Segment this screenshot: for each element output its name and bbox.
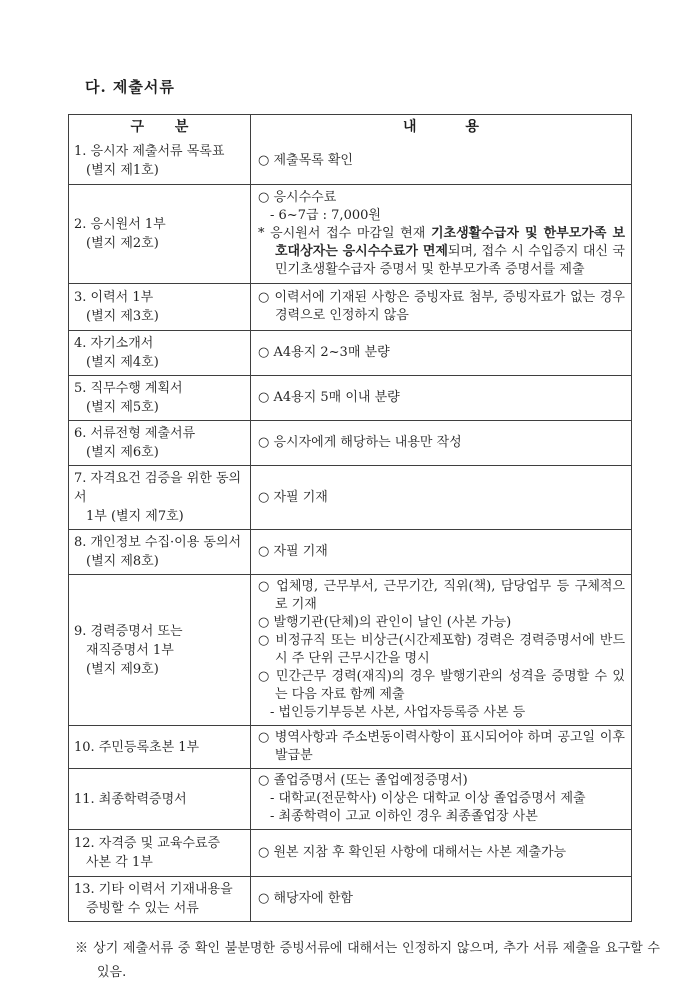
content-cell — [251, 769, 631, 829]
category-text: (별지 제4호) — [86, 355, 159, 370]
category-text: (별지 제3호) — [86, 309, 159, 324]
content-text-bold: 기초생활수급자 및 한부모가족 보호대상자는 응시수수료가 면제 — [275, 226, 626, 259]
category-cell — [69, 466, 251, 529]
content-line — [258, 729, 625, 765]
category-text: 8. 개인정보 수집·이용 동의서 — [74, 535, 242, 550]
content-line — [258, 344, 625, 362]
submission-documents-table — [68, 114, 632, 922]
content-line — [270, 808, 625, 826]
content-line — [258, 543, 625, 561]
content-text: - 법인등기부등본 사본, 사업자등록증 사본 등 — [270, 705, 526, 720]
table-row — [69, 330, 631, 375]
content-line — [258, 152, 625, 170]
content-line — [270, 704, 625, 722]
content-text: - 6~7급 : 7,000원 — [270, 208, 381, 223]
category-cell — [69, 185, 251, 283]
category-cell — [69, 530, 251, 574]
table-row — [69, 420, 631, 465]
content-cell — [251, 830, 631, 876]
content-line — [258, 434, 625, 452]
table-header-row — [69, 115, 631, 137]
table-row — [69, 725, 631, 768]
table-row — [69, 465, 631, 529]
category-text: 사본 각 1부 — [86, 855, 153, 870]
table-row — [69, 137, 631, 184]
content-text: * 응시원서 접수 마감일 현재 — [258, 226, 431, 241]
content-cell — [251, 376, 631, 420]
table-row — [69, 768, 631, 829]
category-text: 증빙할 수 있는 서류 — [86, 901, 199, 916]
category-text: 4. 자기소개서 — [74, 336, 154, 351]
content-text: ○ 병역사항과 주소변동이력사항이 표시되어야 하며 공고일 이후 발급분 — [258, 730, 625, 763]
table-row — [69, 876, 631, 921]
category-text: 1. 응시자 제출서류 목록표 — [74, 143, 225, 159]
category-cell — [69, 137, 251, 184]
content-text: ○ 업체명, 근무부서, 근무기간, 직위(책), 담당업무 등 구체적으로 기재 — [258, 579, 625, 612]
content-cell — [251, 575, 631, 725]
table-row — [69, 574, 631, 725]
content-text: ○ 응시수수료 — [258, 190, 337, 205]
content-line — [270, 790, 625, 808]
category-text: 6. 서류전형 제출서류 — [74, 426, 196, 441]
table-row — [69, 829, 631, 876]
content-line — [258, 489, 625, 507]
content-cell — [251, 137, 631, 184]
category-text: (별지 제2호) — [86, 236, 159, 251]
category-text: 1부 (별지 제7호) — [86, 509, 184, 524]
category-cell — [69, 769, 251, 829]
content-cell — [251, 421, 631, 465]
category-text: 재직증명서 1부 — [86, 642, 174, 658]
category-cell — [69, 376, 251, 420]
category-cell — [69, 421, 251, 465]
content-text: ○ 이력서에 기재된 사항은 증빙자료 첨부, 증빙자료가 없는 경우 경력으로 인정하지 않음 — [258, 290, 625, 323]
category-text: 7. 자격요건 검증을 위한 동의서 — [74, 471, 242, 505]
content-line — [258, 844, 625, 862]
category-text: 13. 기타 이력서 기재내용을 — [74, 882, 233, 897]
content-text: ○ 응시자에게 해당하는 내용만 작성 — [258, 435, 462, 450]
content-line — [258, 890, 625, 908]
content-cell — [251, 284, 631, 330]
category-text: 12. 자격증 및 교육수료증 — [74, 836, 221, 851]
page-title: 다. 제출서류 — [85, 78, 175, 96]
category-cell — [69, 877, 251, 921]
content-text: ○ 제출목록 확인 — [258, 152, 353, 168]
content-line — [258, 289, 625, 325]
content-cell — [251, 331, 631, 375]
category-text: 11. 최종학력증명서 — [74, 791, 187, 807]
content-text: ○ 민간근무 경력(재직)의 경우 발행기관의 성격을 증명할 수 있는 다음 자료 함께 제출 — [258, 669, 625, 702]
content-cell — [251, 530, 631, 574]
content-text: ○ 졸업증명서 (또는 졸업예정증명서) — [258, 773, 468, 788]
content-text: ○ 발행기관(단체)의 관인이 날인 (사본 가능) — [258, 615, 512, 630]
content-text: ○ A4용지 5매 이내 분량 — [258, 390, 400, 405]
content-line — [258, 632, 625, 668]
footnote: ※ 상기 제출서류 중 확인 불분명한 증빙서류에 대해서는 인정하지 않으며, 추가 서류 제출을 요구할 수 있음. — [75, 941, 660, 980]
content-text: ○ 자필 기재 — [258, 544, 328, 559]
category-text: 3. 이력서 1부 — [74, 290, 154, 305]
category-text: (별지 제9호) — [86, 661, 159, 677]
category-text: (별지 제1호) — [86, 162, 159, 178]
content-cell — [251, 726, 631, 768]
content-text: ○ A4용지 2~3매 분량 — [258, 345, 390, 360]
content-line — [258, 668, 625, 704]
content-line — [258, 578, 625, 614]
column-header-category: 구 분 — [69, 115, 251, 137]
content-cell — [251, 877, 631, 921]
content-line — [270, 207, 625, 225]
content-line — [258, 614, 625, 632]
category-text: (별지 제8호) — [86, 554, 159, 569]
content-text: - 대학교(전문학사) 이상은 대학교 이상 졸업증명서 제출 — [270, 791, 586, 806]
content-line — [258, 772, 625, 790]
column-header-content: 내 용 — [403, 119, 479, 135]
content-text: - 최종학력이 고교 이하인 경우 최종졸업장 사본 — [270, 809, 538, 824]
category-cell — [69, 575, 251, 725]
content-cell — [251, 466, 631, 529]
content-text: ○ 해당자에 한함 — [258, 891, 353, 906]
category-text: 5. 직무수행 계획서 — [74, 381, 183, 396]
content-cell — [251, 185, 631, 283]
category-text: (별지 제5호) — [86, 400, 159, 415]
category-cell — [69, 726, 251, 768]
content-text: ○ 원본 지참 후 확인된 사항에 대해서는 사본 제출가능 — [258, 845, 567, 860]
content-text: ○ 비정규직 또는 비상근(시간제포함) 경력은 경력증명서에 반드시 주 단위 근무시간을 명시 — [258, 633, 625, 666]
content-line — [258, 389, 625, 407]
table-row — [69, 184, 631, 283]
category-text: 9. 경력증명서 또는 — [74, 623, 183, 639]
category-cell — [69, 331, 251, 375]
category-cell — [69, 830, 251, 876]
table-row — [69, 375, 631, 420]
content-text: ○ 자필 기재 — [258, 489, 328, 505]
table-row — [69, 283, 631, 330]
table-body — [69, 137, 631, 921]
category-text: (별지 제6호) — [86, 445, 159, 460]
category-text: 10. 주민등록초본 1부 — [74, 739, 200, 755]
content-text: 되며, 접수 시 수입증지 대신 국민기초생활수급자 증명서 및 한부모가족 증명서를 제출 — [275, 244, 625, 277]
category-text: 2. 응시원서 1부 — [74, 217, 166, 232]
category-cell — [69, 284, 251, 330]
table-row — [69, 529, 631, 574]
content-line — [258, 189, 625, 207]
content-line — [258, 225, 625, 279]
